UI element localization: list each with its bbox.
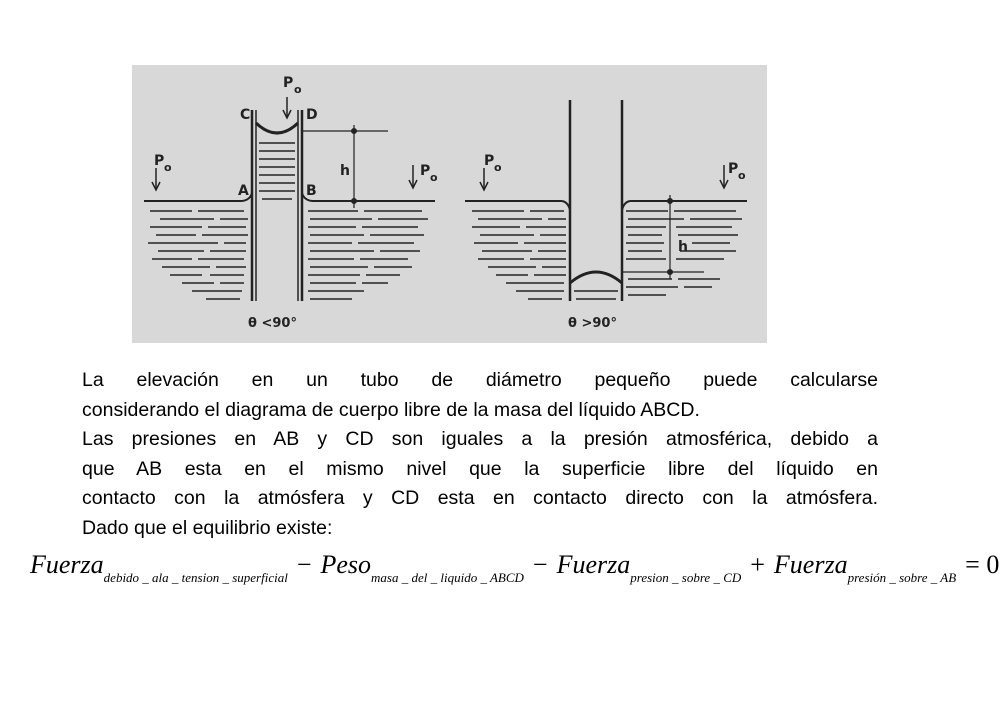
- eq-op-2: −: [532, 550, 548, 579]
- label-a: A: [238, 183, 249, 199]
- eq-term-3-sub: presion _ sobre _ CD: [630, 570, 742, 585]
- label-p0-right: P: [420, 163, 431, 179]
- eq-term-2: Peso: [320, 550, 372, 579]
- label-d: D: [306, 107, 318, 123]
- label-c: C: [240, 107, 251, 123]
- caption-right: θ >90°: [568, 316, 617, 331]
- eq-equals: = 0: [965, 550, 1000, 579]
- explanation-paragraph: [82, 366, 878, 543]
- label-p0-right-r: P: [728, 161, 739, 177]
- label-p0-left-sub: o: [164, 161, 172, 174]
- label-p0-left: P: [154, 153, 165, 169]
- capillary-diagram: [132, 65, 767, 343]
- label-b: B: [306, 183, 317, 199]
- eq-term-2-sub: masa _ del _ liquido _ ABCD: [371, 570, 524, 585]
- label-p0-top-sub: o: [294, 83, 302, 96]
- paragraph-line-2: considerando el diagrama de cuerpo libre de la masa del líquido ABCD.: [82, 398, 700, 421]
- label-p0-left-r-sub: o: [494, 161, 502, 174]
- eq-term-4-sub: presión _ sobre _ AB: [847, 570, 957, 585]
- paragraph-line-3: Las presiones en AB y CD son iguales a la presión atmosférica, debido a: [82, 428, 878, 450]
- eq-op-1: −: [296, 550, 312, 579]
- eq-term-3: Fuerza: [556, 550, 631, 579]
- label-h-r: h: [678, 239, 688, 255]
- eq-term-4: Fuerza: [773, 550, 848, 579]
- label-p0-right-r-sub: o: [738, 169, 746, 182]
- caption-left: θ <90°: [248, 316, 297, 331]
- label-p0-top: P: [283, 75, 294, 91]
- label-p0-left-r: P: [484, 153, 495, 169]
- label-h: h: [340, 163, 350, 179]
- label-p0-right-sub: o: [430, 171, 438, 184]
- eq-op-3: +: [750, 550, 765, 579]
- paragraph-line-1: La elevación en un tubo de diámetro pequeño puede calcularse: [82, 369, 878, 391]
- paragraph-line-5: contacto con la atmósfera y CD esta en contacto directo con la atmósfera.: [82, 487, 878, 509]
- paragraph-line-6: Dado que el equilibrio existe:: [82, 516, 333, 539]
- eq-term-1-sub: debido _ ala _ tension _ superficial: [103, 570, 288, 585]
- paragraph-line-4: que AB esta en el mismo nivel que la superficie libre del líquido en: [82, 457, 878, 480]
- figure-background: [132, 65, 767, 343]
- equilibrium-equation: [30, 550, 1000, 600]
- eq-term-1: Fuerza: [30, 550, 104, 579]
